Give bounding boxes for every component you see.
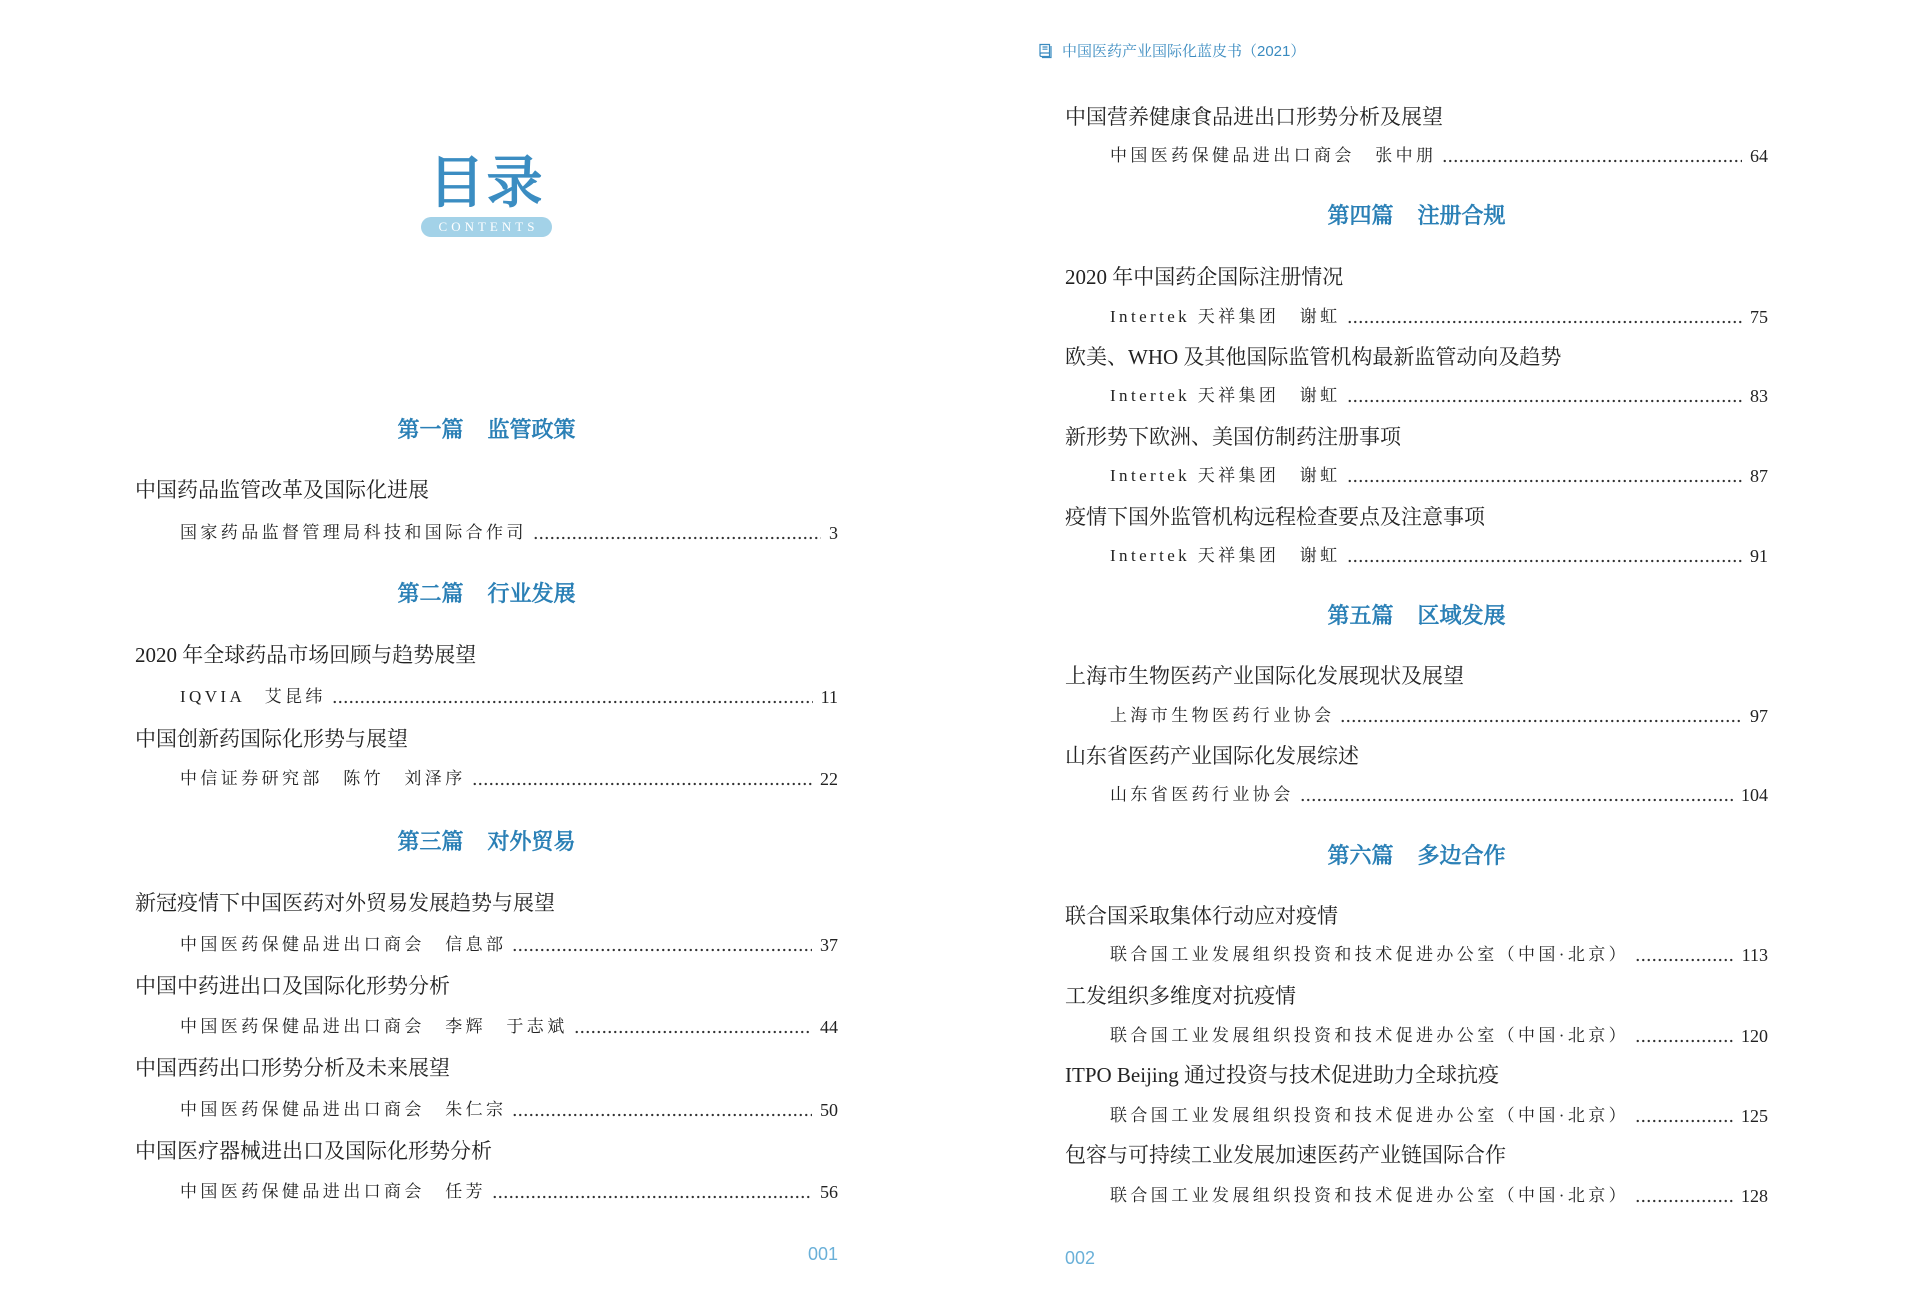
dot-leader [1635,1118,1733,1124]
toc-entry-byline [180,1013,838,1041]
toc-entry-author: 中国医药保健品进出口商会 信息部 [180,935,507,954]
toc-entry-title: 2020 年中国药企国际注册情况 [1065,265,1344,289]
toc-entry-page: 44 [820,1017,838,1037]
toc-entry-byline [180,931,838,959]
toc-entry-title: 中国中药进出口及国际化形势分析 [135,974,450,998]
dot-leader [533,535,821,541]
toc-entry-author: 山东省医药行业协会 [1110,785,1294,804]
toc-entry-author: 联合国工业发展组织投资和技术促进办公室（中国·北京） [1110,1106,1630,1125]
toc-entry-author: 中国医药保健品进出口商会 朱仁宗 [180,1100,507,1119]
toc-entry-page: 120 [1741,1026,1768,1046]
toc-entry-page: 113 [1741,945,1768,965]
toc-entry-author: 上海市生物医药行业协会 [1110,706,1335,725]
dot-leader [1635,1038,1733,1044]
toc-entry-byline [1110,382,1768,410]
dot-leader [1300,797,1733,803]
section-label: 第五篇 [1327,603,1394,628]
section-label: 第二篇 [397,581,464,606]
toc-entry-byline [1110,462,1768,490]
toc-entry-author: Intertek 天祥集团 谢虹 [1110,546,1341,565]
toc-entry-byline [180,1096,838,1124]
toc-entry-page: 64 [1750,146,1768,166]
toc-entry-author: 国家药品监督管理局科技和国际合作司 [180,523,527,542]
toc-entry-title: ITPO Beijing 通过投资与技术促进助力全球抗疫 [1065,1063,1499,1087]
toc-entry-author: 联合国工业发展组织投资和技术促进办公室（中国·北京） [1110,1026,1630,1045]
toc-entry-page: 87 [1750,466,1768,486]
section-name: 多边合作 [1417,843,1506,868]
section-label: 第一篇 [397,417,464,442]
dot-leader [574,1029,812,1035]
toc-entry-title: 上海市生物医药产业国际化发展现状及展望 [1065,664,1464,688]
toc-entry-author: 联合国工业发展组织投资和技术促进办公室（中国·北京） [1110,1186,1630,1205]
toc-entry-author: 中国医药保健品进出口商会 张中朋 [1110,146,1437,165]
toc-entry-author: Intertek 天祥集团 谢虹 [1110,307,1341,326]
toc-entry-title: 中国医疗器械进出口及国际化形势分析 [135,1139,492,1163]
section-heading [135,415,838,445]
toc-entry-byline [1110,781,1768,809]
section-name: 对外贸易 [487,829,576,854]
toc-entry-title: 中国创新药国际化形势与展望 [135,727,408,751]
toc-entry-author: Intertek 天祥集团 谢虹 [1110,466,1341,485]
toc-entry-title: 联合国采取集体行动应对疫情 [1065,904,1338,928]
dot-leader [1347,478,1742,484]
toc-entry-byline [1110,1102,1768,1130]
toc-entry-page: 22 [820,769,838,789]
toc-entry-page: 56 [820,1182,838,1202]
toc-entry-author: Intertek 天祥集团 谢虹 [1110,386,1341,405]
dot-leader [1635,1198,1733,1204]
page-number: 002 [1065,1248,1096,1268]
toc-entry-title: 包容与可持续工业发展加速医药产业链国际合作 [1065,1143,1506,1167]
dot-leader [1347,398,1742,404]
toc-entry-title: 中国西药出口形势分析及未来展望 [135,1056,450,1080]
toc-entry-byline [1110,1182,1768,1210]
toc-entry-page: 50 [820,1100,838,1120]
dot-leader [332,699,813,705]
toc-entry-byline [1110,1022,1768,1050]
toc-entry-title: 新冠疫情下中国医药对外贸易发展趋势与展望 [135,891,555,915]
section-heading [1065,841,1768,871]
toc-entry-title: 山东省医药产业国际化发展综述 [1065,744,1359,768]
section-label: 第三篇 [397,829,464,854]
dot-leader [492,1194,812,1200]
toc-entry-byline [1110,142,1768,170]
toc-entry-author: 中信证券研究部 陈竹 刘泽序 [180,769,466,788]
toc-entry-title: 中国营养健康食品进出口形势分析及展望 [1065,105,1443,129]
toc-entry-page: 97 [1750,706,1768,726]
toc-entry-author: 中国医药保健品进出口商会 任芳 [180,1182,486,1201]
toc-entry-author: IQVIA 艾昆纬 [180,687,326,706]
section-name: 区域发展 [1417,603,1506,628]
dot-leader [472,781,812,787]
section-heading [1065,201,1768,231]
running-header [1037,40,1305,60]
section-name: 行业发展 [487,581,576,606]
toc-entry-byline [180,683,838,711]
toc-entry-title: 疫情下国外监管机构远程检查要点及注意事项 [1065,505,1485,529]
toc-entry-page: 128 [1741,1186,1768,1206]
toc-entry-byline [1110,941,1768,969]
toc-entry-title: 工发组织多维度对抗疫情 [1065,984,1296,1008]
section-label: 第六篇 [1327,843,1394,868]
book-title: 中国医药产业国际化蓝皮书（2021） [1062,42,1306,60]
toc-entry-byline [1110,542,1768,570]
toc-entry-byline [1110,303,1768,331]
toc-title: 目录 [428,151,545,216]
toc-entry-page: 37 [820,935,838,955]
toc-entry-page: 75 [1750,307,1768,327]
dot-leader [1347,319,1742,325]
dot-leader [1347,558,1742,564]
toc-entry-page: 104 [1741,785,1768,805]
dot-leader [1340,718,1742,724]
toc-entry-byline [180,519,838,547]
toc-entry-byline [180,1178,838,1206]
dot-leader [1635,957,1734,963]
toc-entry-title: 中国药品监管改革及国际化进展 [135,478,429,502]
toc-entry-page: 83 [1750,386,1768,406]
toc-entry-page: 11 [820,687,838,707]
section-heading [135,579,838,609]
section-name: 监管政策 [487,417,576,442]
dot-leader [1442,158,1742,164]
dot-leader [512,1112,812,1118]
section-heading [135,827,838,857]
toc-entry-page: 91 [1750,546,1768,566]
section-heading [1065,601,1768,631]
page-number: 001 [808,1244,839,1264]
toc-entry-byline [1110,702,1768,730]
section-label: 第四篇 [1327,203,1394,228]
toc-entry-byline [180,765,838,793]
toc-subtitle-badge: CONTENTS [421,217,552,237]
toc-entry-author: 中国医药保健品进出口商会 李辉 于志斌 [180,1017,568,1036]
toc-entry-title: 2020 年全球药品市场回顾与趋势展望 [135,643,477,667]
dot-leader [512,947,812,953]
toc-entry-title: 欧美、WHO 及其他国际监管机构最新监管动向及趋势 [1065,345,1562,369]
toc-entry-page: 3 [829,523,838,543]
toc-entry-title: 新形势下欧洲、美国仿制药注册事项 [1065,425,1401,449]
toc-entry-author: 联合国工业发展组织投资和技术促进办公室（中国·北京） [1110,945,1630,964]
section-name: 注册合规 [1417,203,1506,228]
book-icon [1037,42,1054,59]
toc-entry-page: 125 [1741,1106,1768,1126]
